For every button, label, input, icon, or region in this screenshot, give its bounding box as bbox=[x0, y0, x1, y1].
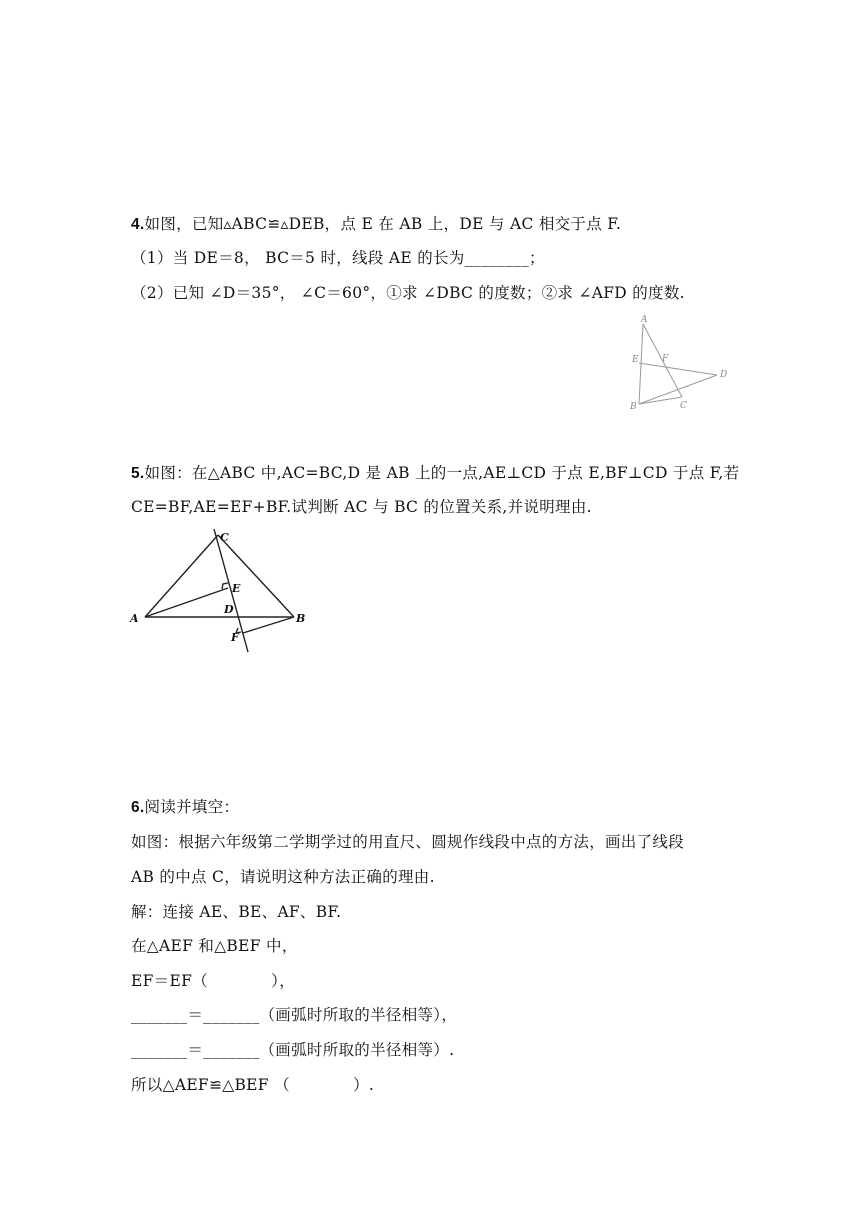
question-6-line-3: 解：连接 AE、BE、AF、BF. bbox=[131, 903, 342, 921]
question-6-line-6: _______＝_______（画弧时所取的半径相等）， bbox=[131, 1006, 458, 1024]
question-6-line-8: 所以△AEF≌△BEF （ ）. bbox=[131, 1076, 375, 1094]
question-4-stem bbox=[131, 212, 621, 234]
question-6-line-2: AB 的中点 C，请说明这种方法正确的理由. bbox=[131, 868, 435, 886]
q5-label-b: B bbox=[296, 612, 306, 625]
q4-label-d: D bbox=[720, 370, 728, 380]
q4-label-f: F bbox=[662, 354, 669, 364]
question-5-number: 5. bbox=[131, 465, 145, 482]
q4-label-e: E bbox=[632, 355, 639, 365]
question-5-line-1-text: 如图：在△ABC 中,AC=BC,D 是 AB 上的一点,AE⊥CD 于点 E,BF⊥CD 于点 F,若 bbox=[144, 464, 740, 482]
question-6-title-text: 阅读并填空： bbox=[144, 798, 240, 816]
question-4-part-1: （1）当 DE＝8， BC＝5 时，线段 AE 的长为________； bbox=[131, 249, 545, 267]
q4-label-c: C bbox=[680, 401, 687, 411]
q5-label-e: E bbox=[232, 582, 241, 595]
question-6-line-4: 在△AEF 和△BEF 中， bbox=[131, 937, 298, 955]
question-6-line-1: 如图：根据六年级第二学期学过的用直尺、圆规作线段中点的方法，画出了线段 bbox=[131, 833, 685, 851]
question-6-title bbox=[131, 795, 239, 817]
q5-label-d: D bbox=[224, 603, 234, 616]
q5-label-f: F bbox=[231, 631, 239, 644]
question-4-stem-text: 如图，已知▵ABC≌▵DEB，点 E 在 AB 上，DE 与 AC 相交于点 F. bbox=[144, 215, 622, 233]
question-4-figure bbox=[625, 312, 740, 412]
question-6-line-7: _______＝_______（画弧时所取的半径相等）. bbox=[131, 1041, 455, 1059]
question-4-part-2: （2）已知 ∠D＝35°， ∠C＝60°，①求 ∠DBC 的度数；②求 ∠AFD 的度数. bbox=[131, 284, 685, 302]
q4-label-a: A bbox=[641, 315, 648, 325]
question-5-figure bbox=[128, 525, 323, 655]
question-4-number: 4. bbox=[131, 216, 145, 233]
q5-label-a: A bbox=[130, 612, 139, 625]
question-6-line-5: EF＝EF（ ）， bbox=[131, 972, 295, 990]
question-5-line-2: CE=BF,AE=EF+BF.试判断 AC 与 BC 的位置关系,并说明理由. bbox=[131, 498, 592, 516]
q4-label-b: B bbox=[630, 402, 637, 412]
question-6-number: 6. bbox=[131, 799, 145, 816]
q5-label-c: C bbox=[220, 531, 229, 544]
question-5-line-1 bbox=[131, 461, 739, 483]
